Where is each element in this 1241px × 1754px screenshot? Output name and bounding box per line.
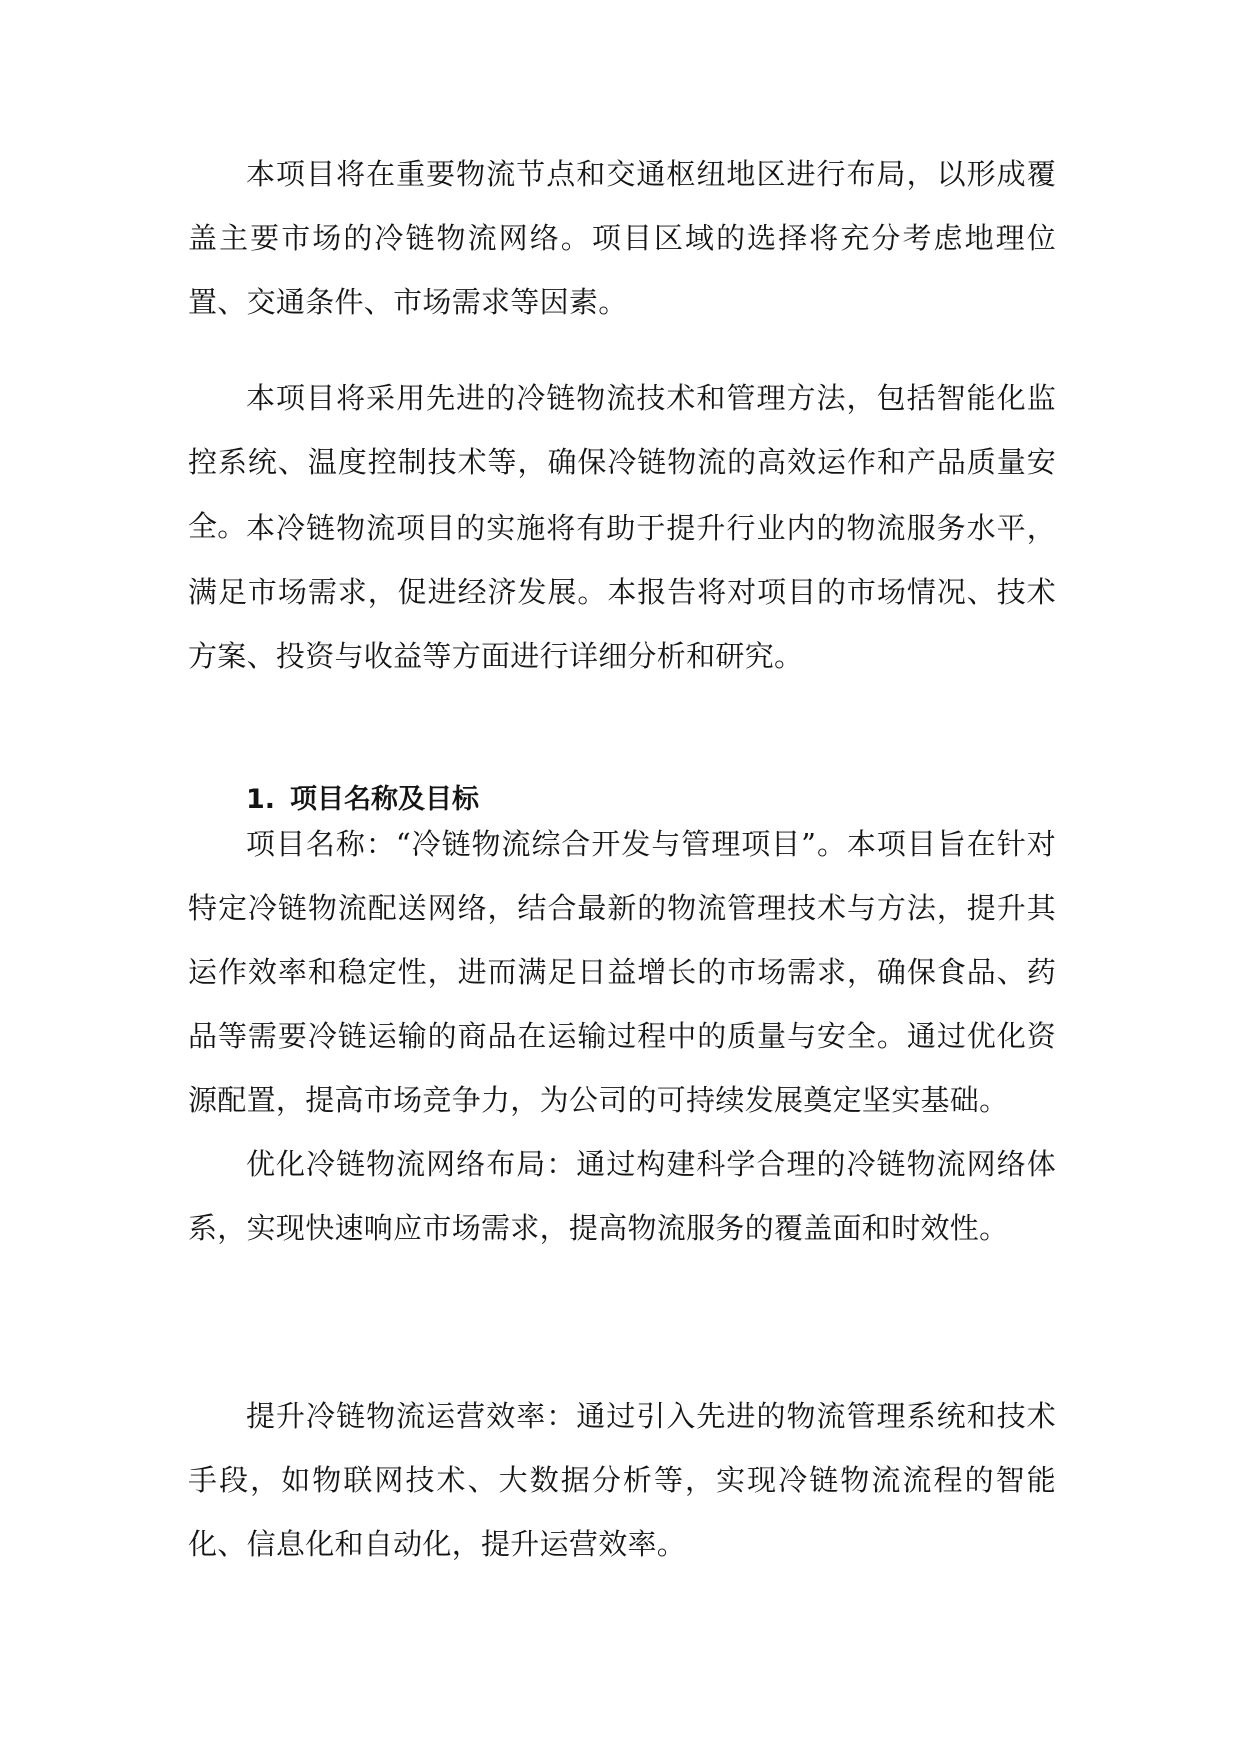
section-number: 1. (246, 784, 276, 815)
paragraph-implementation: 本冷链物流项目的实施将有助于提升行业内的物流服务水平，满足市场需求，促进经济发展。本报告将对项目的市场情况、技术方案、投资与收益等方面进行详细分析和研究。 (188, 511, 1056, 673)
paragraph-project-name: 项目名称：“冷链物流综合开发与管理项目”。本项目旨在针对特定冷链物流配送网络，结合最新的物流管理技术与方法，提升其运作效率和稳定性，进而满足日益增长的市场需求，确保食品、药品等需要冷链运输的商品在运输过程中的质量与安全。通过优化资源配置，提高市场竞争力，为公司的可持续发展奠定坚实基础。 (188, 827, 1056, 1117)
paragraph-improve-efficiency: 提升冷链物流运营效率：通过引入先进的物流管理系统和技术手段，如物联网技术、大数据分析等，实现冷链物流流程的智能化、信息化和自动化，提升运营效率。 (188, 1399, 1056, 1561)
section-title: 项目名称及目标 (290, 784, 479, 815)
paragraph-optimize-layout: 优化冷链物流网络布局：通过构建科学合理的冷链物流网络体系，实现快速响应市场需求，提高物流服务的覆盖面和时效性。 (188, 1147, 1056, 1245)
paragraph-network-layout: 本项目将在重要物流节点和交通枢纽地区进行布局，以形成覆盖主要市场的冷链物流网络。项目区域的选择将充分考虑地理位置、交通条件、市场需求等因素。 (188, 157, 1056, 319)
paragraph-technology: 本项目将采用先进的冷链物流技术和管理方法，包括智能化监控系统、温度控制技术等，确保冷链物流的高效运作和产品质量安全。 (188, 381, 1056, 543)
